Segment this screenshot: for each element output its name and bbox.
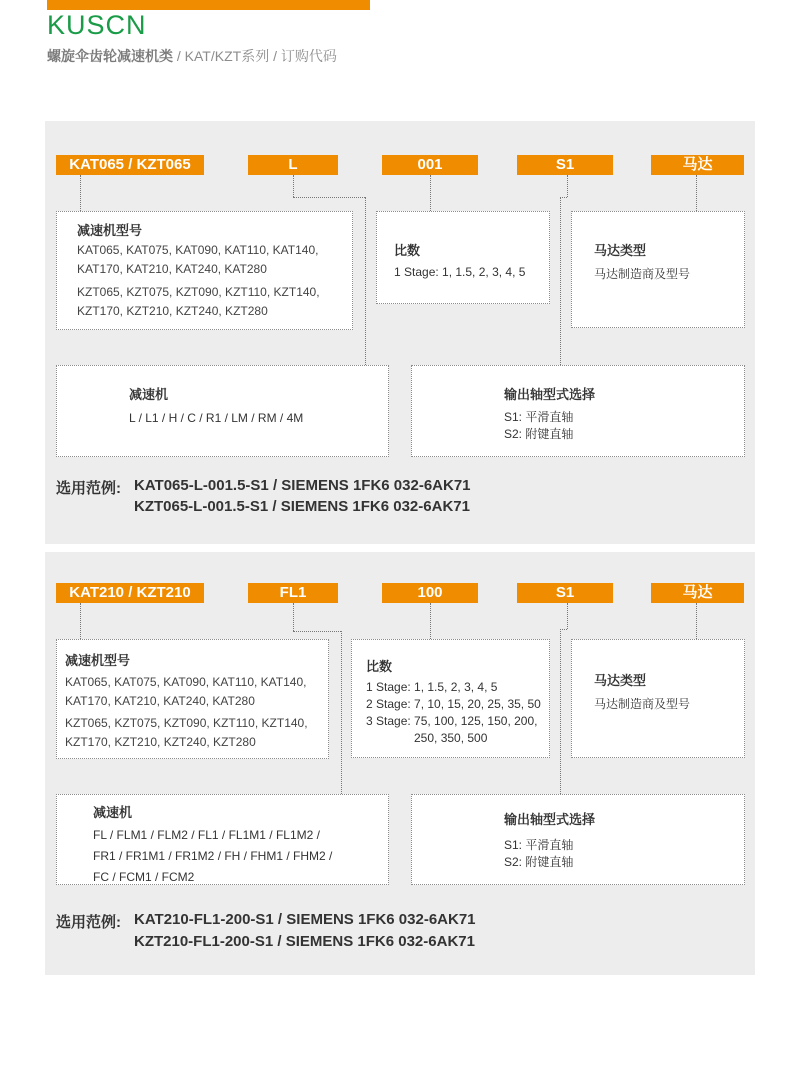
code-shaft: S1: [517, 583, 613, 603]
model-title: 减速机型号: [65, 653, 131, 668]
connector-line: [696, 175, 697, 211]
reducer-title: 减速机: [93, 805, 133, 820]
ratio-line: 250, 350, 500: [414, 731, 488, 745]
example-label: 选用范例:: [56, 914, 121, 931]
code-series: KAT210 / KZT210: [56, 583, 204, 603]
ratio-box: [351, 639, 550, 758]
connector-line: [560, 629, 567, 630]
code-shaft: S1: [517, 155, 613, 175]
model-kat-line: KAT065, KAT075, KAT090, KAT110, KAT140,: [65, 675, 307, 689]
connector-line: [293, 197, 365, 198]
connector-line: [293, 631, 341, 632]
model-box: [56, 639, 329, 759]
connector-line: [341, 631, 342, 794]
reducer-box: [56, 365, 389, 457]
connector-line: [696, 603, 697, 639]
reducer-line: FL / FLM1 / FLM2 / FL1 / FL1M1 / FL1M2 /: [93, 828, 320, 842]
ratio-line: 1 Stage: 1, 1.5, 2, 3, 4, 5: [394, 265, 526, 279]
code-ratio: 001: [382, 155, 478, 175]
model-kat-line: KAT065, KAT075, KAT090, KAT110, KAT140,: [77, 243, 319, 257]
connector-line: [560, 629, 561, 794]
shaft-box: [411, 365, 745, 457]
connector-line: [430, 603, 431, 639]
ratio-box: [376, 211, 550, 304]
model-kzt-line: KZT065, KZT075, KZT090, KZT110, KZT140,: [65, 716, 308, 730]
connector-line: [80, 175, 81, 211]
code-ratio: 100: [382, 583, 478, 603]
motor-desc: 马达制造商及型号: [594, 697, 691, 711]
motor-box: [571, 211, 745, 328]
model-kzt-line: KZT170, KZT210, KZT240, KZT280: [77, 304, 268, 318]
example-label: 选用范例:: [56, 480, 121, 497]
code-motor: 马达: [651, 155, 744, 175]
code-series: KAT065 / KZT065: [56, 155, 204, 175]
example-line-1: KAT065-L-001.5-S1 / SIEMENS 1FK6 032-6AK71: [134, 477, 471, 494]
shaft-title: 输出轴型式选择: [504, 812, 596, 827]
example-line-2: KZT065-L-001.5-S1 / SIEMENS 1FK6 032-6AK71: [134, 498, 470, 515]
reducer-line: L / L1 / H / C / R1 / LM / RM / 4M: [129, 411, 304, 425]
reducer-line: FR1 / FR1M1 / FR1M2 / FH / FHM1 / FHM2 /: [93, 849, 333, 863]
shaft-s2: S2: 附键直轴: [504, 427, 574, 441]
connector-line: [567, 175, 568, 197]
shaft-s1: S1: 平滑直轴: [504, 410, 574, 424]
shaft-s2: S2: 附键直轴: [504, 855, 574, 869]
connector-line: [430, 175, 431, 211]
model-kat-line: KAT170, KAT210, KAT240, KAT280: [65, 694, 255, 708]
connector-line: [560, 197, 561, 365]
shaft-title: 输出轴型式选择: [504, 387, 596, 402]
model-box: [56, 211, 353, 330]
motor-box: [571, 639, 745, 758]
motor-title: 马达类型: [594, 243, 647, 258]
model-kzt-line: KZT065, KZT075, KZT090, KZT110, KZT140,: [77, 285, 320, 299]
connector-line: [293, 175, 294, 197]
ratio-title: 比数: [394, 243, 421, 258]
example-line-1: KAT210-FL1-200-S1 / SIEMENS 1FK6 032-6AK71: [134, 911, 476, 928]
ratio-line: 1 Stage: 1, 1.5, 2, 3, 4, 5: [366, 680, 498, 694]
shaft-s1: S1: 平滑直轴: [504, 838, 574, 852]
reducer-box: [56, 794, 389, 885]
motor-desc: 马达制造商及型号: [594, 267, 691, 281]
ratio-line: 3 Stage: 75, 100, 125, 150, 200,: [366, 714, 538, 728]
motor-title: 马达类型: [594, 673, 647, 688]
subtitle-series: / KAT/KZT系列 / 订购代码: [173, 48, 337, 64]
connector-line: [293, 603, 294, 631]
model-kat-line: KAT170, KAT210, KAT240, KAT280: [77, 262, 267, 276]
reducer-line: FC / FCM1 / FCM2: [93, 870, 195, 884]
code-motor: 马达: [651, 583, 744, 603]
code-reducer: FL1: [248, 583, 338, 603]
reducer-title: 减速机: [129, 387, 169, 402]
page-subtitle: [47, 46, 337, 66]
subtitle-category: 螺旋伞齿轮减速机类: [47, 48, 173, 64]
model-kzt-line: KZT170, KZT210, KZT240, KZT280: [65, 735, 256, 749]
code-reducer: L: [248, 155, 338, 175]
example-line-2: KZT210-FL1-200-S1 / SIEMENS 1FK6 032-6AK71: [134, 933, 475, 950]
header-accent-bar: [47, 0, 370, 10]
ratio-title: 比数: [366, 659, 393, 674]
brand-logo-text: KUSCN: [47, 10, 147, 40]
connector-line: [567, 603, 568, 629]
connector-line: [560, 197, 567, 198]
shaft-box: [411, 794, 745, 885]
ratio-line: 2 Stage: 7, 10, 15, 20, 25, 35, 50: [366, 697, 541, 711]
connector-line: [365, 197, 366, 365]
connector-line: [80, 603, 81, 639]
model-title: 减速机型号: [77, 223, 143, 238]
